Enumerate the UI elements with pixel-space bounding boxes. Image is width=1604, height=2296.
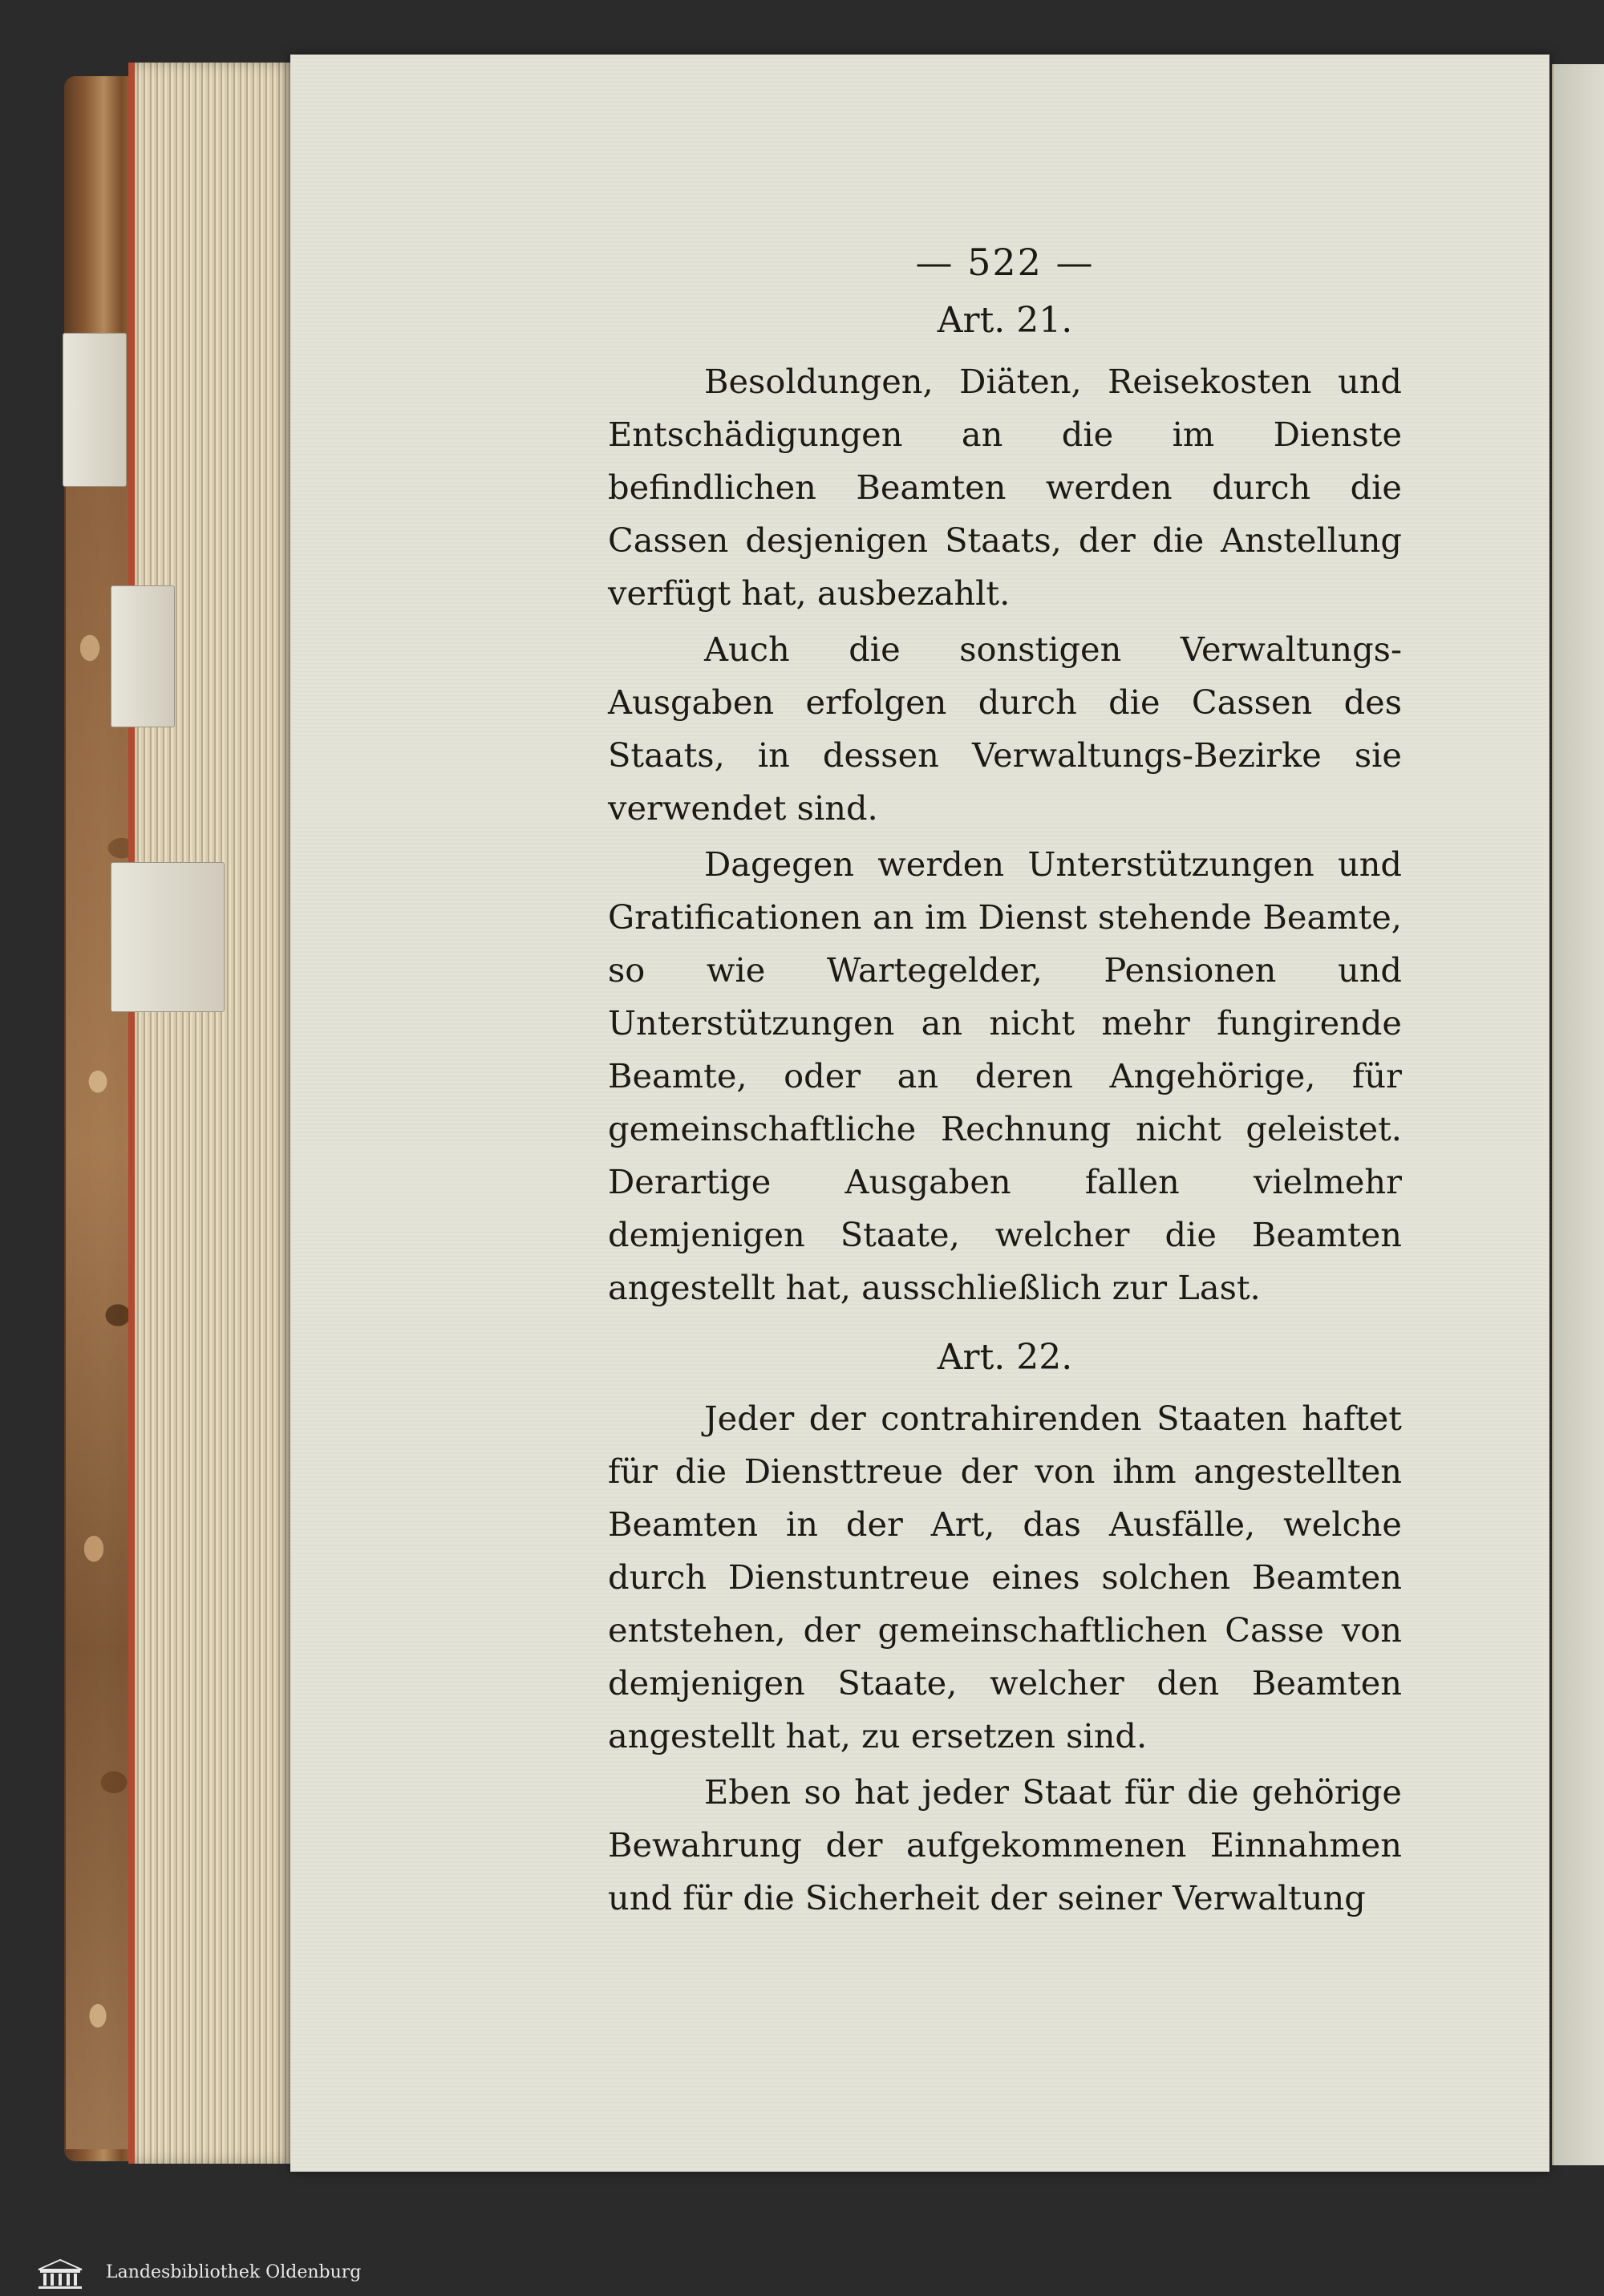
page-edges bbox=[128, 63, 295, 2164]
footer-bar bbox=[0, 2252, 1604, 2296]
paragraph: Auch die sonstigen Verwaltungs-Ausgaben erfolgen durch die Cassen des Staats, in dessen Verwaltungs-Bezirke sie verwendet sind. bbox=[608, 630, 1402, 828]
paper-tab bbox=[63, 333, 127, 487]
paper-tab bbox=[111, 585, 175, 727]
page-number: — 522 — bbox=[915, 241, 1095, 284]
library-name: Landesbibliothek Oldenburg bbox=[106, 2262, 362, 2282]
library-building-icon bbox=[35, 2258, 85, 2290]
section-heading: Art. 22. bbox=[937, 1337, 1073, 1378]
facing-page-edge bbox=[1552, 64, 1604, 2165]
section-art-21 bbox=[608, 300, 1402, 1314]
section-art-22 bbox=[608, 1337, 1402, 1925]
paragraph: Jeder der contrahirenden Staaten haftet für die Diensttreue der von ihm angestellten Beamten in der Art, das Ausfälle, welche durch Dienstuntreue eines solchen Beamten entstehen, der gemeinschaftlichen Casse von demjenigen Staate, welcher den Beamten angestellt hat, zu ersetzen sind. bbox=[608, 1399, 1402, 1755]
page-text bbox=[608, 241, 1402, 1928]
paper-tab bbox=[111, 862, 225, 1012]
paragraph: Dagegen werden Unterstützungen und Gratificationen an im Dienst stehende Beamte, so wie Wartegelder, Pensionen und Unterstützungen an nicht mehr fungirende Beamte, oder an deren Angehörige, für gemeinschaftliche Rechnung nicht geleistet. Derartige Ausgaben fallen vielmehr demjenigen Staate, welcher die Beamten angestellt hat, ausschließlich zur Last. bbox=[608, 844, 1402, 1307]
paragraph: Eben so hat jeder Staat für die gehörige Bewahrung der aufgekommenen Einnahmen und für die Sicherheit der seiner Verwaltung bbox=[608, 1772, 1402, 1917]
section-heading: Art. 21. bbox=[937, 300, 1073, 341]
paragraph: Besoldungen, Diäten, Reisekosten und Entschädigungen an die im Dienste befindlichen Beamten werden durch die Cassen desjenigen Staats, der die Anstellung verfügt hat, ausbezahlt. bbox=[608, 362, 1402, 613]
